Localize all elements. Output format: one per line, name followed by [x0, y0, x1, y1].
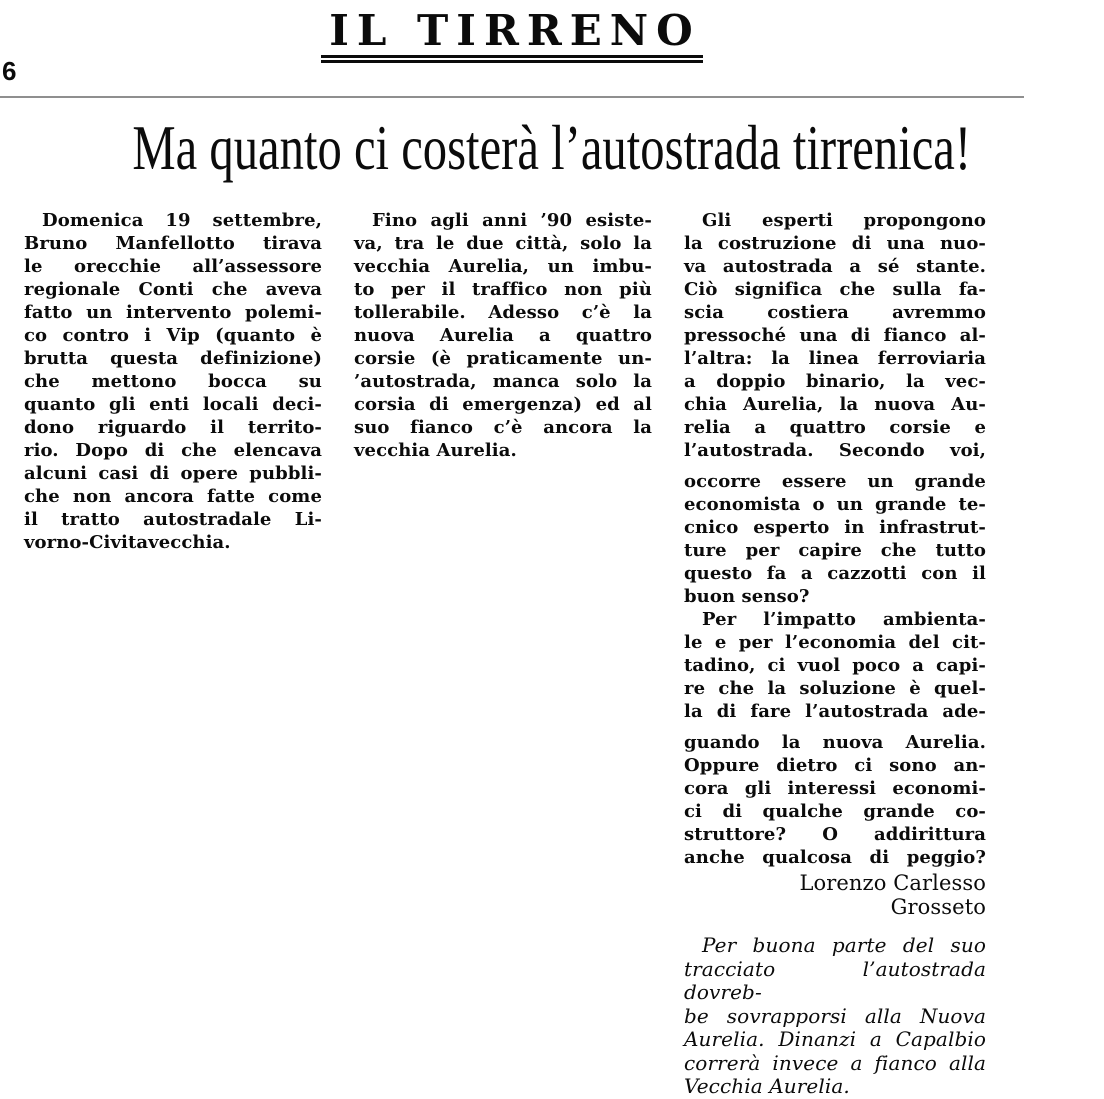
- text-line: Bruno Manfellotto tirava: [24, 233, 322, 254]
- text-line: struttore? O addirittura: [684, 824, 986, 845]
- text-line: guando la nuova Aurelia.: [684, 732, 986, 753]
- text-line: che non ancora fatte come: [24, 486, 322, 507]
- text-line: Fino agli anni ’90 esiste-: [372, 210, 652, 231]
- article-column-1: [24, 209, 322, 1099]
- body-block: [684, 731, 986, 869]
- body-block: [684, 209, 986, 462]
- text-line: fatto un intervento polemi-: [24, 302, 322, 323]
- article-column-2: [354, 209, 652, 1099]
- text-line: Ciò significa che sulla fa-: [684, 279, 986, 300]
- text-line: brutta questa definizione): [24, 348, 322, 369]
- body-block: [684, 608, 986, 723]
- text-line: Oppure dietro ci sono an-: [684, 755, 986, 776]
- text-line: corsie (è praticamente un-: [354, 348, 652, 369]
- text-line: scia costiera avremmo: [684, 302, 986, 323]
- text-line: il tratto autostradale Li-: [24, 509, 322, 530]
- text-line: Domenica 19 settembre,: [42, 210, 322, 231]
- article-body: [24, 209, 1024, 1099]
- body-block: [24, 209, 322, 554]
- article-column-3: [684, 209, 986, 1099]
- text-line: la di fare l’autostrada ade-: [684, 701, 986, 722]
- text-line: chia Aurelia, la nuova Au-: [684, 394, 986, 415]
- body-block: [684, 470, 986, 608]
- text-line: che mettono bocca su: [24, 371, 322, 392]
- text-line: cora gli interessi economi-: [684, 778, 986, 799]
- text-line: ture per capire che tutto: [684, 540, 986, 561]
- page-number: 6: [2, 56, 17, 86]
- text-line: le e per l’economia del cit-: [684, 632, 986, 653]
- text-line: vecchia Aurelia.: [354, 440, 517, 461]
- text-line: nuova Aurelia a quattro: [354, 325, 652, 346]
- text-line: Per l’impatto ambienta-: [702, 609, 986, 630]
- text-line: ci di qualche grande co-: [684, 801, 986, 822]
- text-line: alcuni casi di opere pubbli-: [24, 463, 322, 484]
- text-line: economista o un grande te-: [684, 494, 986, 515]
- text-line: la costruzione di una nuo-: [684, 233, 986, 254]
- headline-row: [0, 109, 1024, 187]
- text-line: re che la soluzione è quel-: [684, 678, 986, 699]
- text-line: questo fa a cazzotti con il: [684, 563, 986, 584]
- text-line: regionale Conti che aveva: [24, 279, 322, 300]
- text-line: tollerabile. Adesso c’è la: [354, 302, 652, 323]
- text-line: a doppio binario, la vec-: [684, 371, 986, 392]
- text-line: le orecchie all’assessore: [24, 256, 322, 277]
- text-line: co contro i Vip (quanto è: [24, 325, 322, 346]
- masthead: [0, 0, 1024, 63]
- text-line: relia a quattro corsie e: [684, 417, 986, 438]
- text-line: va autostrada a sé stante.: [684, 256, 986, 277]
- text-line: anche qualcosa di peggio?: [684, 847, 986, 868]
- text-line: be sovrapporsi alla Nuova: [684, 1003, 986, 1028]
- text-line: vecchia Aurelia, un imbu-: [354, 256, 652, 277]
- text-line: pressoché una di fianco al-: [684, 325, 986, 346]
- text-line: rio. Dopo di che elencava: [24, 440, 322, 461]
- signature-block: [684, 871, 986, 919]
- body-block: [354, 209, 652, 462]
- note-block: [684, 934, 986, 1099]
- text-line: occorre essere un grande: [684, 471, 986, 492]
- text-line: tadino, ci vuol poco a capi-: [684, 655, 986, 676]
- text-line: Grosseto: [890, 895, 986, 919]
- text-line: buon senso?: [684, 586, 810, 607]
- top-rule: [0, 96, 1024, 98]
- text-line: Lorenzo Carlesso: [799, 871, 986, 895]
- text-line: tracciato l’autostrada dovreb-: [684, 956, 986, 1004]
- masthead-title: IL TIRRENO: [321, 10, 703, 63]
- text-line: Gli esperti propongono: [702, 210, 986, 231]
- text-line: suo fianco c’è ancora la: [354, 417, 652, 438]
- text-line: quanto gli enti locali deci-: [24, 394, 322, 415]
- text-line: Per buona parte del suo: [702, 933, 986, 957]
- text-line: va, tra le due città, solo la: [354, 233, 652, 254]
- text-line: l’autostrada. Secondo voi,: [684, 440, 986, 461]
- text-line: l’altra: la linea ferroviaria: [684, 348, 986, 369]
- text-line: cnico esperto in infrastrut-: [684, 517, 986, 538]
- text-line: Vecchia Aurelia.: [684, 1074, 850, 1098]
- text-line: ’autostrada, manca solo la: [354, 371, 652, 392]
- text-line: corsia di emergenza) ed al: [354, 394, 652, 415]
- text-line: Aurelia. Dinanzi a Capalbio: [684, 1027, 986, 1051]
- text-line: to per il traffico non più: [354, 279, 652, 300]
- headline: Ma quanto ci costerà l’autostrada tirrenica!: [132, 112, 972, 183]
- text-line: dono riguardo il territo-: [24, 417, 322, 438]
- text-line: correrà invece a fianco alla: [684, 1050, 986, 1075]
- text-line: vorno-Civitavecchia.: [24, 532, 231, 553]
